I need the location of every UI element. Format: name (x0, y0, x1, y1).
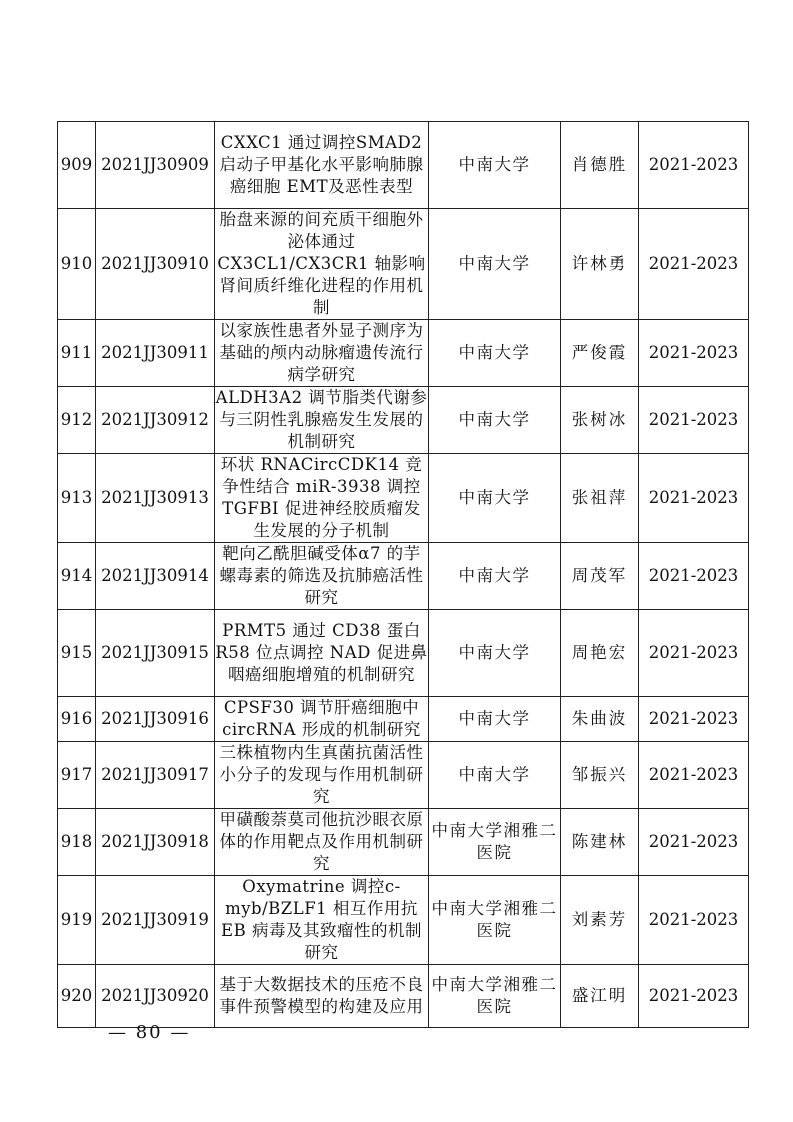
institution: 中南大学湘雅二医院 (429, 809, 561, 876)
institution: 中南大学 (429, 454, 561, 543)
row-number: 915 (58, 610, 96, 697)
project-period: 2021-2023 (639, 809, 749, 876)
project-title: CPSF30 调节肝癌细胞中circRNA 形成的机制研究 (215, 697, 429, 742)
table-row (58, 876, 749, 965)
project-period: 2021-2023 (639, 876, 749, 965)
project-title: Oxymatrine 调控c-myb/BZLF1 相互作用抗 EB 病毒及其致瘤性的机制研究 (215, 876, 429, 965)
principal-investigator: 刘素芳 (561, 876, 639, 965)
project-period: 2021-2023 (639, 697, 749, 742)
project-period: 2021-2023 (639, 122, 749, 209)
project-title: PRMT5 通过 CD38 蛋白R58 位点调控 NAD 促进鼻咽癌细胞增殖的机制研究 (215, 610, 429, 697)
table-row (58, 122, 749, 209)
table-row (58, 610, 749, 697)
principal-investigator: 周茂军 (561, 543, 639, 610)
institution: 中南大学 (429, 742, 561, 809)
table-row (58, 454, 749, 543)
project-period: 2021-2023 (639, 742, 749, 809)
project-code: 2021JJ30911 (96, 320, 215, 387)
table-row (58, 209, 749, 320)
project-code: 2021JJ30918 (96, 809, 215, 876)
row-number: 910 (58, 209, 96, 320)
row-number: 917 (58, 742, 96, 809)
project-code: 2021JJ30913 (96, 454, 215, 543)
principal-investigator: 盛江明 (561, 965, 639, 1028)
project-period: 2021-2023 (639, 209, 749, 320)
institution: 中南大学 (429, 387, 561, 454)
principal-investigator: 邹振兴 (561, 742, 639, 809)
project-title: 胎盘来源的间充质干细胞外泌体通过CX3CL1/CX3CR1 轴影响肾间质纤维化进程的作用机制 (215, 209, 429, 320)
project-code: 2021JJ30910 (96, 209, 215, 320)
table-row (58, 965, 749, 1028)
row-number: 912 (58, 387, 96, 454)
table-row (58, 387, 749, 454)
project-period: 2021-2023 (639, 610, 749, 697)
principal-investigator: 肖德胜 (561, 122, 639, 209)
principal-investigator: 许林勇 (561, 209, 639, 320)
row-number: 919 (58, 876, 96, 965)
project-code: 2021JJ30917 (96, 742, 215, 809)
row-number: 918 (58, 809, 96, 876)
institution: 中南大学 (429, 697, 561, 742)
institution: 中南大学 (429, 209, 561, 320)
principal-investigator: 张树冰 (561, 387, 639, 454)
institution: 中南大学湘雅二医院 (429, 965, 561, 1028)
row-number: 909 (58, 122, 96, 209)
project-title: CXXC1 通过调控SMAD2 启动子甲基化水平影响肺腺癌细胞 EMT及恶性表型 (215, 122, 429, 209)
project-title: 以家族性患者外显子测序为基础的颅内动脉瘤遗传流行病学研究 (215, 320, 429, 387)
project-title: 基于大数据技术的压疮不良事件预警模型的构建及应用 (215, 965, 429, 1028)
table-row (58, 543, 749, 610)
project-title: 靶向乙酰胆碱受体α7 的芋螺毒素的筛选及抗肺癌活性研究 (215, 543, 429, 610)
project-code: 2021JJ30919 (96, 876, 215, 965)
table-row (58, 809, 749, 876)
project-code: 2021JJ30916 (96, 697, 215, 742)
institution: 中南大学 (429, 122, 561, 209)
project-table (57, 121, 749, 1028)
project-period: 2021-2023 (639, 454, 749, 543)
project-period: 2021-2023 (639, 387, 749, 454)
principal-investigator: 严俊霞 (561, 320, 639, 387)
row-number: 916 (58, 697, 96, 742)
project-code: 2021JJ30920 (96, 965, 215, 1028)
row-number: 920 (58, 965, 96, 1028)
project-period: 2021-2023 (639, 965, 749, 1028)
principal-investigator: 朱曲波 (561, 697, 639, 742)
table-row (58, 697, 749, 742)
row-number: 914 (58, 543, 96, 610)
table-row (58, 742, 749, 809)
row-number: 913 (58, 454, 96, 543)
project-code: 2021JJ30909 (96, 122, 215, 209)
project-code: 2021JJ30914 (96, 543, 215, 610)
project-period: 2021-2023 (639, 543, 749, 610)
institution: 中南大学 (429, 543, 561, 610)
project-table-body (58, 122, 749, 1028)
principal-investigator: 周艳宏 (561, 610, 639, 697)
institution: 中南大学湘雅二医院 (429, 876, 561, 965)
project-code: 2021JJ30915 (96, 610, 215, 697)
project-code: 2021JJ30912 (96, 387, 215, 454)
project-period: 2021-2023 (639, 320, 749, 387)
institution: 中南大学 (429, 320, 561, 387)
principal-investigator: 陈建林 (561, 809, 639, 876)
project-title: 环状 RNACircCDK14 竞争性结合 miR-3938 调控TGFBI 促进神经胶质瘤发生发展的分子机制 (215, 454, 429, 543)
table-row (58, 320, 749, 387)
institution: 中南大学 (429, 610, 561, 697)
row-number: 911 (58, 320, 96, 387)
project-title: ALDH3A2 调节脂类代谢参与三阴性乳腺癌发生发展的机制研究 (215, 387, 429, 454)
principal-investigator: 张祖萍 (561, 454, 639, 543)
project-title: 甲磺酸萘莫司他抗沙眼衣原体的作用靶点及作用机制研究 (215, 809, 429, 876)
project-title: 三株植物内生真菌抗菌活性小分子的发现与作用机制研究 (215, 742, 429, 809)
page-number: — 80 — (108, 1022, 191, 1043)
